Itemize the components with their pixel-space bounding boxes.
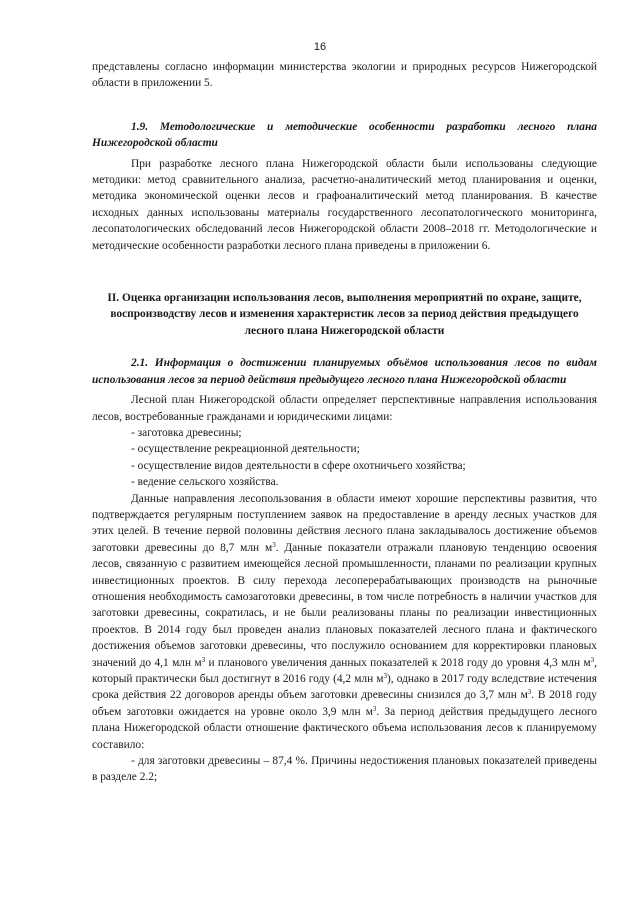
para-text: Данные направления лесопользования в области имеют хорошие перспективы развития, что подтверждается регулярным поступлением заявок на предоставление в аренду лесных участков для этих целей. В течение первой половины действия лесного плана закладывалось достижение объемов заготовки древесины до 8,7 млн м — [92, 492, 597, 554]
list-item: - заготовка древесины; — [131, 426, 242, 439]
superscript: 3 — [527, 688, 532, 697]
chapter-2-heading: II. Оценка организации использования лесов, выполнения мероприятий по охране, защите, воспроизводству лесов и изменения характеристик лесов за период действия предыдущего лесного плана Нижегородской области — [107, 292, 582, 337]
superscript: 3 — [383, 672, 387, 680]
superscript: 3 — [372, 704, 377, 713]
list-item: - ведение сельского хозяйства. — [131, 476, 279, 489]
section-2-1-heading: 2.1. Информация о достижении планируемых объёмов использования лесов по видам использования лесов за период действия предыдущего лесного плана Нижегородской области — [92, 357, 597, 386]
para-text: . За период действия предыдущего лесного плана Нижегородской области отношение фактического объема использования лесов к планируемому составило: — [92, 705, 597, 751]
section-2-1-main-paragraph — [92, 491, 597, 754]
para-text: , который практически был достигнут в 2016 году (4,2 млн м — [92, 656, 597, 685]
last-list-item: - для заготовки древесины – 87,4 %. Причины недостижения плановых показателей приведены в разделе 2.2; — [92, 755, 597, 784]
page-number: 16 — [313, 41, 327, 53]
para-text: и планового увеличения данных показателей к 2018 году до уровня 4,3 млн м — [205, 656, 591, 669]
section-1-9-paragraph: При разработке лесного плана Нижегородской области были использованы следующие методики: метод сравнительного анализа, расчетно-аналитический метод планирования и оценки, методика экономической оценки лесов и графоаналитический метод планирования. В качестве исходных данных использованы материалы государственного лесопатологического мониторинга, лесопатологических обследований лесов Нижегородской области 2008–2018 гг. Методологические и методические особенности разработки лесного плана приведены в приложении 6. — [92, 157, 597, 252]
superscript: 3 — [272, 540, 276, 549]
document-page — [92, 0, 597, 786]
section-1-9-heading: 1.9. Методологические и методические особенности разработки лесного плана Нижегородской области — [92, 120, 597, 150]
para-text: ), однако в 2017 году вследствие истечения срока действия 22 договоров аренды объем заготовки древесины снизился до 3,7 млн м — [92, 673, 598, 702]
intro-paragraph: представлены согласно информации министерства экологии и природных ресурсов Нижегородской области в приложении 5. — [92, 61, 597, 90]
superscript: 3 — [201, 655, 206, 664]
list-item: - осуществление рекреационной деятельности; — [131, 443, 360, 456]
superscript: 3 — [590, 655, 595, 664]
list-item: - осуществление видов деятельности в сфере охотничьего хозяйства; — [131, 459, 466, 472]
section-2-1-lead: Лесной план Нижегородской области определяет перспективные направления использования лесов, востребованные гражданами и юридическими лицами: — [92, 394, 597, 423]
para-text: . Данные показатели отражали плановую тенденцию освоения лесов, связанную с развитием имеющейся лесной промышленности, планами по реализации крупных инвестиционных проектов. В силу перехода лесоперерабатывающих производств на рыночные отношения необходимость самозаготовки древесины, в том числе потребность в наличии участков для заготовки древесины, сократилась, и не были реализованы планы по реализации инвестиционных проектов. В 2014 году был проведен анализ плановых показателей лесного плана и фактического достижения объемов заготовки древесины, что послужило основанием для корректировки плановых значений до 4,1 млн м — [92, 541, 598, 669]
para-text: . В 2018 году объем заготовки ожидается на уровне около 3,9 млн м — [92, 689, 597, 718]
